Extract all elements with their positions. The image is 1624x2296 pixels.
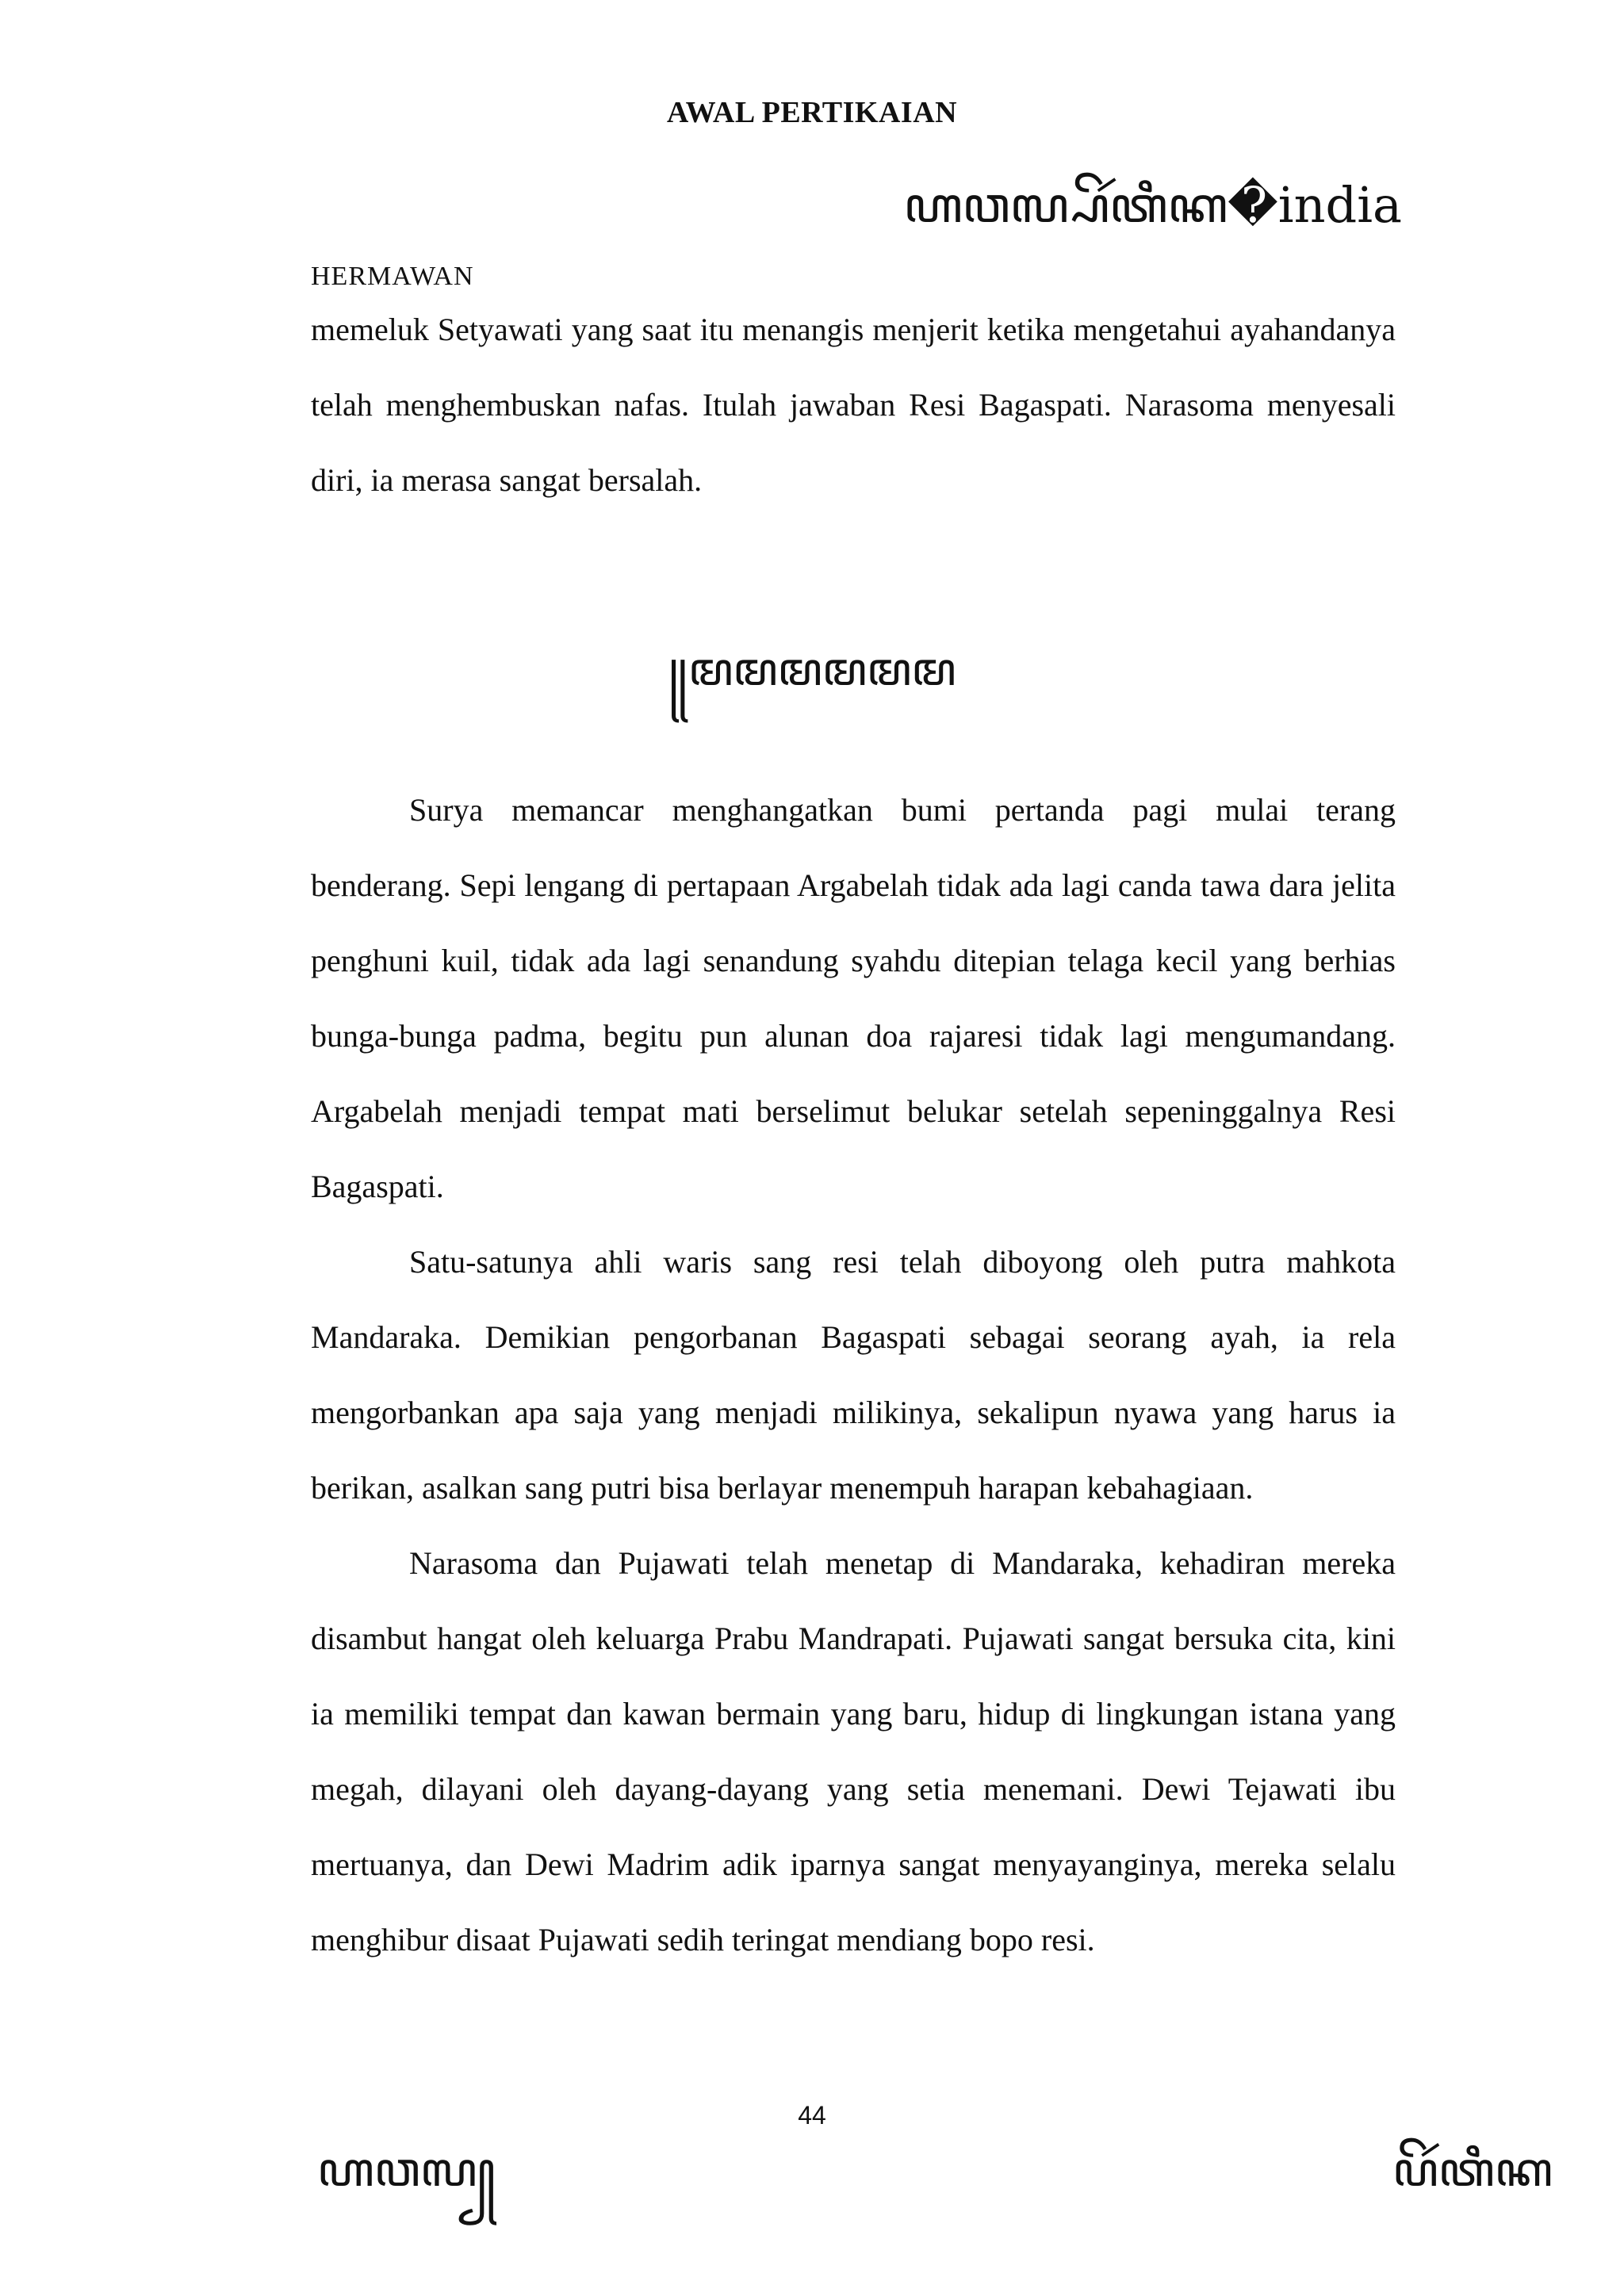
intro-paragraph-block (311, 292, 1396, 518)
body-text (311, 772, 1396, 1977)
body-paragraph: Surya memancar menghangatkan bumi pertanda pagi mulai terang benderang. Sepi lengang di pertapaan Argabelah tidak ada lagi canda tawa dara jelita penghuni kuil, tidak ada lagi senandung syahdu ditepian telaga kecil yang berhias bunga-bunga padma, begitu pun alunan doa rajaresi tidak lagi mengumandang. Argabelah menjadi tempat mati berselimut belukar setelah sepeninggalnya Resi Bagaspati. (311, 792, 1396, 1204)
footer-script-right: ꦥꦼꦂꦠꦶꦏ (1392, 2142, 1553, 2198)
javanese-script-divider: ꧋ꦩꦩꦩꦩꦩꦩ (668, 642, 956, 696)
body-paragraph: Narasoma dan Pujawati telah menetap di Mandaraka, kehadiran mereka disambut hangat oleh keluarga Prabu Mandrapati. Pujawati sangat bersuka cita, kini ia memiliki tempat dan kawan bermain yang baru, hidup di lingkungan istana yang megah, dilayani oleh dayang-dayang yang setia menemani. Dewi Tejawati ibu mertuanya, dan Dewi Madrim adik iparnya sangat menyayanginya, mereka selalu menghibur disaat Pujawati sedih teringat mendiang bopo resi. (311, 1545, 1396, 1957)
footer-script-left: ꦲꦮꦭ꧀ (317, 2142, 496, 2198)
author-name: HERMAWAN (311, 262, 474, 291)
intro-paragraph: memeluk Setyawati yang saat itu menangis menjerit ketika mengetahui ayahandanya telah menghembuskan nafas. Itulah jawaban Resi Bagaspati. Narasoma menyesali diri, ia merasa sangat bersalah. (311, 312, 1396, 498)
chapter-title: AWAL PERTIKAIAN (666, 96, 958, 129)
body-paragraph: Satu-satunya ahli waris sang resi telah diboyong oleh putra mahkota Mandaraka. Demikian pengorbanan Bagaspati sebagai seorang ayah, ia rela mengorbankan apa saja yang menjadi milikinya, sekalipun nyawa yang harus ia berikan, asalkan sang putri bisa berlayar menempuh harapan kebahagiaan. (311, 1244, 1396, 1506)
javanese-script-heading: ꦲꦮꦭ꧀ꦥꦼꦂꦠꦶꦏ�india (903, 176, 1402, 234)
page-number: 44 (798, 2101, 826, 2130)
